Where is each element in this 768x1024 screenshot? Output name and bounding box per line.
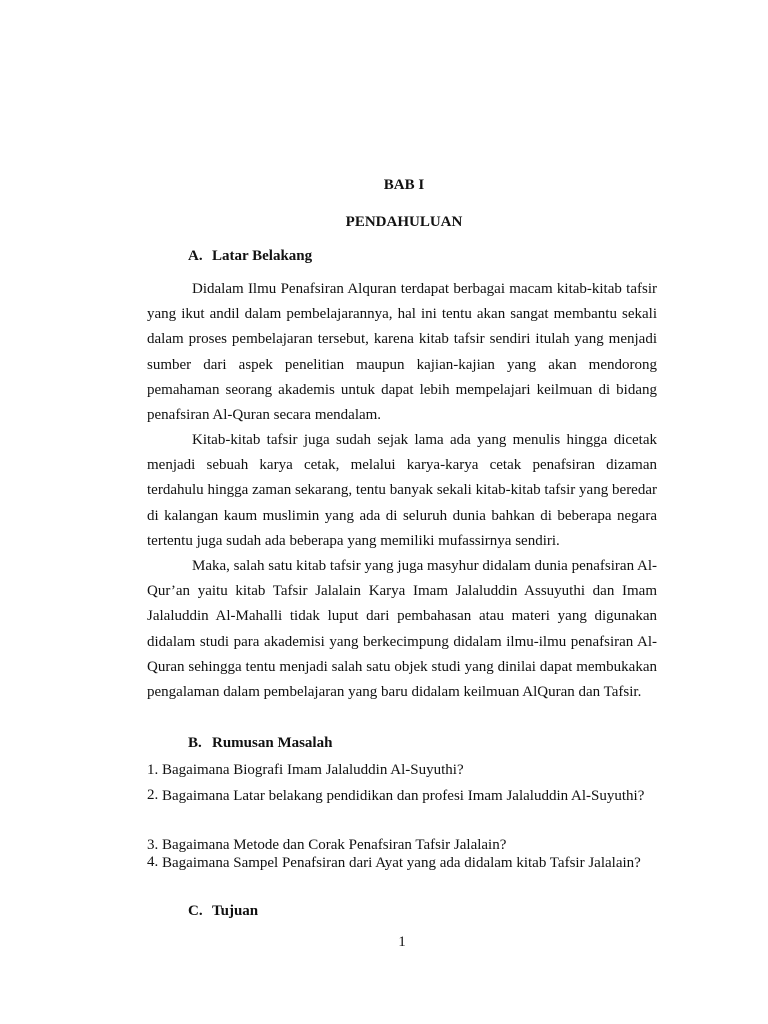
question-text: Bagaimana Latar belakang pendidikan dan profesi Imam Jalaluddin Al-Suyuthi? bbox=[162, 788, 645, 804]
question-text: Bagaimana Metode dan Corak Penafsiran Tafsir Jalalain? bbox=[162, 837, 507, 853]
paragraph-text: Kitab-kitab tafsir juga sudah sejak lama ada yang menulis hingga dicetak menjadi sebuah karya cetak, melalui karya-karya cetak penafsiran dizaman terdahulu hingga zaman sekarang, tentu banyak sekali kitab-kitab tafsir yang beredar di kalangan kaum muslimin yang ada di seluruh dunia bahkan di beberapa negara tertentu juga sudah ada beberapa yang memiliki mufassirnya sendiri. bbox=[147, 432, 657, 549]
paragraph-text: Maka, salah satu kitab tafsir yang juga masyhur didalam dunia penafsiran Al-Qur’an yaitu kitab Tafsir Jalalain Karya Imam Jalaluddin Assuyuthi dan Imam Jalaluddin Al-Mahalli tidak luput dari pembahasan atau materi yang digunakan didalam studi para akademisi yang berkecimpung didalam ilmu-ilmu penafsiran Al-Quran sehingga tentu menjadi salah satu objek studi yang dinilai dapat membukakan pengalaman dalam pembelajaran yang baru didalam keilmuan AlQuran dan Tafsir. bbox=[147, 558, 657, 701]
question-text: Bagaimana Biografi Imam Jalaluddin Al-Suyuthi? bbox=[162, 762, 464, 778]
question-number: 4. bbox=[147, 854, 159, 870]
question-number: 2. bbox=[147, 787, 159, 803]
question-item-1 bbox=[147, 759, 657, 782]
section-letter: B. bbox=[188, 735, 202, 751]
section-heading-a bbox=[188, 247, 312, 265]
section-letter: A. bbox=[188, 248, 203, 264]
section-title-text: Rumusan Masalah bbox=[212, 735, 333, 751]
question-number: 1. bbox=[147, 762, 159, 778]
paragraph-2 bbox=[147, 428, 657, 554]
chapter-label: BAB I bbox=[383, 177, 425, 193]
question-item-2 bbox=[147, 784, 657, 809]
page-number: 1 bbox=[398, 934, 406, 950]
section-letter: C. bbox=[188, 903, 203, 919]
paragraph-1 bbox=[147, 277, 657, 428]
section-heading-b bbox=[188, 734, 332, 752]
section-title-text: Tujuan bbox=[212, 903, 259, 919]
chapter-title: PENDAHULUAN bbox=[345, 214, 463, 230]
paragraph-text: Didalam Ilmu Penafsiran Alquran terdapat berbagai macam kitab-kitab tafsir yang ikut andil dalam pembelajarannya, hal ini tentu akan sangat membantu sekali dalam proses pembelajaran tersebut, karena kitab tafsir sendiri itulah yang menjadi sumber dari aspek penelitian maupun kajian-kajian yang akan mendorong pemahaman seorang akademis untuk dapat lebih mempelajari keilmuan di bidang penafsiran Al-Quran secara mendalam. bbox=[147, 281, 657, 424]
paragraph-3 bbox=[147, 554, 657, 705]
question-text: Bagaimana Sampel Penafsiran dari Ayat yang ada didalam kitab Tafsir Jalalain? bbox=[162, 855, 641, 871]
section-title-text: Latar Belakang bbox=[212, 248, 313, 264]
section-heading-c bbox=[188, 902, 258, 920]
question-number: 3. bbox=[147, 837, 159, 853]
question-item-4 bbox=[147, 851, 657, 876]
